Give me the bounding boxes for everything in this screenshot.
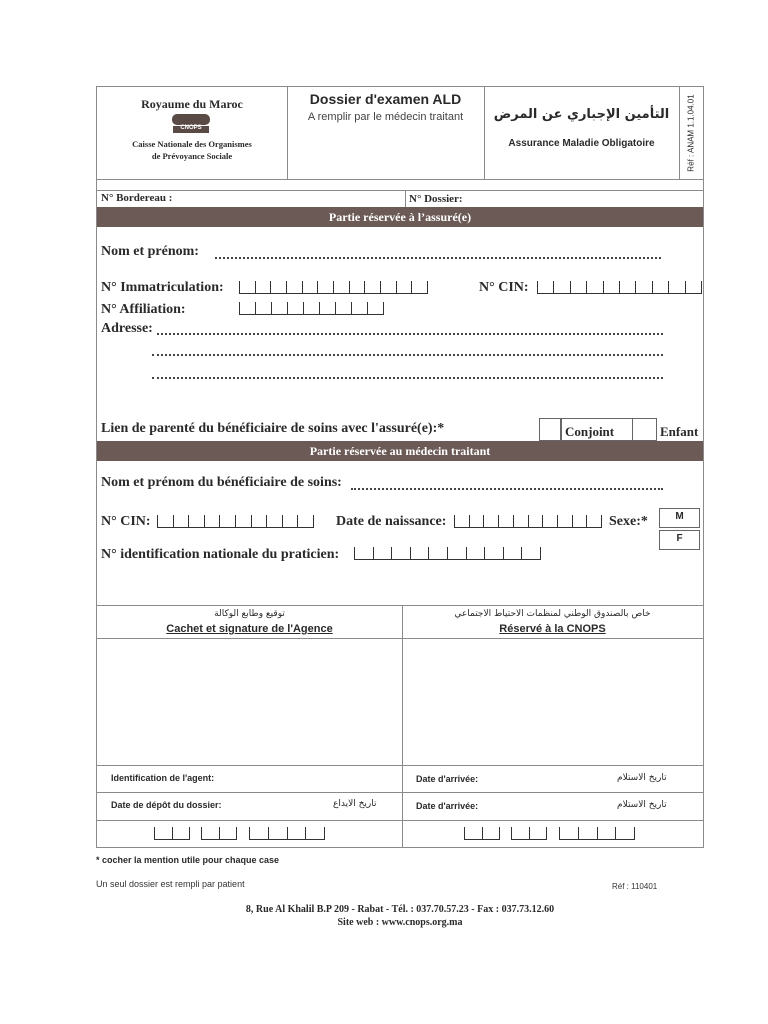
dossier-label: N° Dossier: [409, 193, 463, 205]
name-label: Nom et prénom: [101, 244, 199, 259]
arrival-arabic-1: تاريخ الاستلام [617, 773, 667, 783]
cnops-stamp-area[interactable] [403, 639, 702, 764]
child-label: Enfant [660, 424, 699, 439]
address-line-1[interactable] [157, 333, 663, 335]
child-checkbox[interactable] [632, 418, 657, 441]
birth-date-label: Date de naissance: [336, 514, 447, 529]
top-fields-line [97, 190, 703, 191]
arrival-day-field[interactable] [464, 827, 500, 840]
insurance-label: Assurance Maladie Obligatoire [508, 138, 655, 149]
insured-cin-field[interactable] [537, 281, 702, 294]
practitioner-id-field[interactable] [354, 547, 541, 560]
arrival-year-field[interactable] [559, 827, 635, 840]
checkbox-note: * cocher la mention utile pour chaque case [96, 855, 280, 865]
form-title: Dossier d'examen ALD [309, 91, 462, 107]
deposit-arabic: تاريخ الايداع [333, 799, 377, 809]
arrival-date-label-1: Date d'arrivée: [416, 774, 479, 784]
footer-website: Site web : www.cnops.org.ma [337, 917, 463, 928]
name-field[interactable] [215, 257, 661, 259]
cnops-arabic: خاص بالصندوق الوطني لمنظمات الاحتياط الاجتماعي [454, 609, 651, 619]
immatriculation-field[interactable] [239, 281, 428, 294]
logo-text: CNOPS [180, 125, 202, 131]
arrival-arabic-2: تاريخ الاستلام [617, 800, 667, 810]
sex-label: Sexe:* [609, 514, 648, 529]
header-bottom-line [97, 179, 703, 180]
form-subtitle: A remplir par le médecin traitant [307, 111, 464, 123]
spouse-label: Conjoint [565, 424, 615, 439]
deposit-day-field[interactable] [154, 827, 190, 840]
practitioner-id-label: N° identification nationale du praticien: [101, 547, 340, 562]
deposit-month-field[interactable] [201, 827, 237, 840]
stamp-area-bottom [97, 765, 703, 766]
vertical-ref: Réf : ANAM 1.1.04.01 [686, 94, 696, 172]
doctor-section-band: Partie réservée au médecin traitant [97, 441, 703, 461]
header-divider-2 [484, 87, 485, 179]
org-line-2: de Prévoyance Sociale [151, 151, 233, 161]
arrival-date-label-2: Date d'arrivée: [416, 801, 479, 811]
org-line-1: Caisse Nationale des Organismes [132, 139, 252, 149]
affiliation-label: N° Affiliation: [101, 302, 186, 317]
cnops-title: Réservé à la CNOPS [499, 623, 606, 635]
deposit-row-bottom [97, 820, 703, 821]
address-line-2[interactable] [152, 354, 663, 356]
beneficiary-name-field[interactable] [351, 488, 663, 490]
kingdom-label: Royaume du Maroc [141, 97, 243, 111]
agent-id-label: Identification de l'agent: [111, 773, 215, 783]
deposit-date-label: Date de dépôt du dossier: [111, 800, 222, 810]
footer-ref: Réf : 110401 [612, 882, 658, 891]
agency-stamp-area[interactable] [98, 639, 401, 764]
birth-date-field[interactable] [454, 515, 602, 528]
insured-cin-label: N° CIN: [479, 280, 529, 295]
deposit-year-field[interactable] [249, 827, 325, 840]
insured-section-band: Partie réservée à l’assuré(e) [97, 207, 703, 227]
relationship-label: Lien de parenté du bénéficiaire de soins avec l'assuré(e):* [101, 421, 445, 436]
header-divider-3 [679, 87, 680, 179]
top-fields-divider [405, 190, 406, 207]
affiliation-field[interactable] [239, 302, 384, 315]
arabic-insurance-title: التأمين الإجباري عن المرض [493, 107, 670, 122]
address-line-3[interactable] [152, 377, 663, 379]
beneficiary-name-label: Nom et prénom du bénéficiaire de soins: [101, 475, 342, 490]
arrival-month-field[interactable] [511, 827, 547, 840]
beneficiary-cin-field[interactable] [157, 515, 314, 528]
agent-row-bottom [97, 792, 703, 793]
beneficiary-cin-label: N° CIN: [101, 514, 151, 529]
agency-title: Cachet et signature de l'Agence [166, 623, 333, 635]
agency-arabic: توقيع وطابع الوكالة [214, 609, 285, 619]
sex-male-label: M [675, 511, 684, 522]
bottom-grid-top [97, 605, 703, 606]
spouse-checkbox[interactable] [539, 418, 561, 441]
sex-female-label: F [676, 533, 683, 544]
cnops-logo [169, 114, 213, 134]
address-label: Adresse: [101, 321, 153, 336]
footer-address: 8, Rue Al Khalil B.P 209 - Rabat - Tél. : 037.70.57.23 - Fax : 037.73.12.60 [245, 904, 555, 915]
bordereau-label: N° Bordereau : [101, 192, 173, 204]
exam-form [96, 86, 704, 848]
immatriculation-label: N° Immatriculation: [101, 280, 224, 295]
single-dossier-note: Un seul dossier est rempli par patient [96, 879, 245, 889]
